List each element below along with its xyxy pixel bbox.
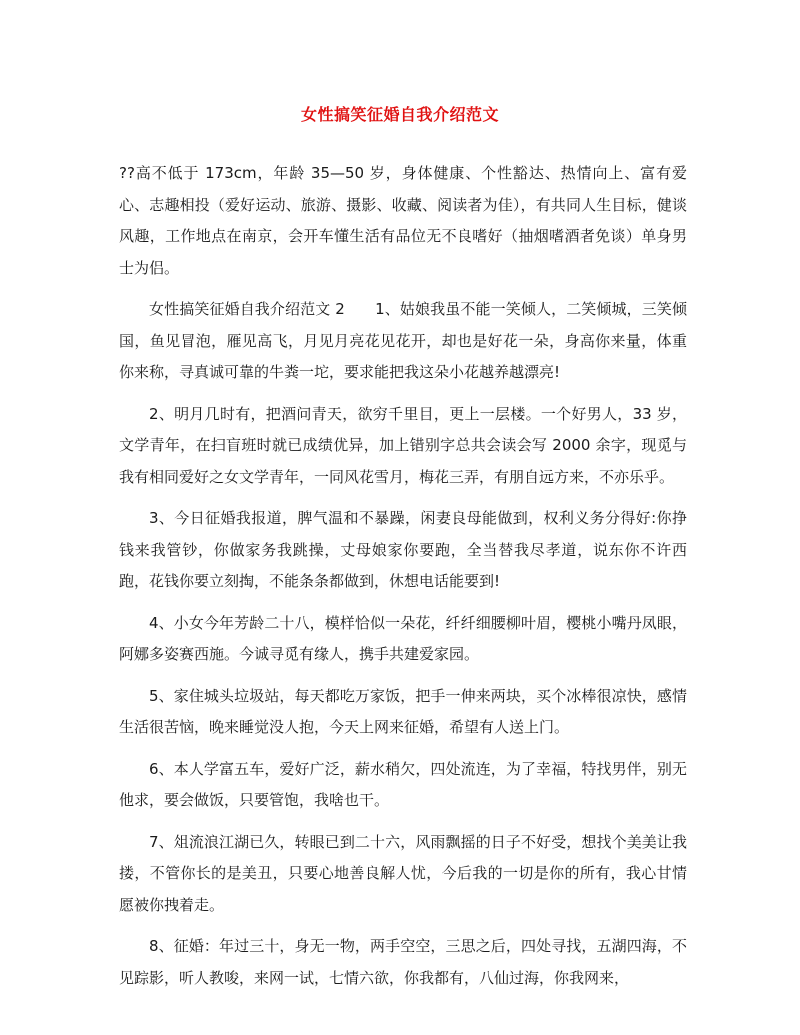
paragraph-9: 8、征婚：年过三十，身无一物，两手空空，三思之后，四处寻找，五湖四海，不见踪影，听人教唆，来网一试，七情六欲，你我都有，八仙过海，你我网来， [119, 937, 687, 987]
paragraph-1: ??高不低于 173cm，年龄 35—50 岁，身体健康、个性豁达、热情向上、富有爱心、志趣相投（爱好运动、旅游、摄影、收藏、阅读者为佳），有共同人生目标，健谈风趣，工作地点在南京，会开车懂生活有品位无不良嗜好（抽烟嗜酒者免谈）单身男士为侣。 [119, 164, 687, 277]
paragraph-8: 7、俎流浪江湖已久，转眼已到二十六，风雨飘摇的日子不好受，想找个美美让我搂，不管你长的是美丑，只要心地善良解人忧，今后我的一切是你的所有，我心甘情愿被你拽着走。 [119, 832, 687, 914]
paragraph-4: 3、今日征婚我报道，脾气温和不暴躁，闲妻良母能做到，权利义务分得好:你挣钱来我管钞，你做家务我跳操，丈母娘家你要跑，全当替我尽孝道，说东你不许西跑，花钱你要立刻掏，不能条条都做到，休想电话能要到! [119, 509, 687, 590]
paragraph-7: 6、本人学富五车，爱好广泛，薪水稍欠，四处流连，为了幸福，特找男伴，别无他求，要会做饭，只要管饱，我啥也干。 [119, 759, 687, 809]
paragraph-3: 2、明月几时有，把酒问青天，欲穷千里目，更上一层楼。一个好男人，33 岁，文学青年，在扫盲班时就已成绩优异，加上错别字总共会读会写 2000 余字，现觅与我有相同爱好之女文学青年，一同风花雪月，梅花三弄，有朋自远方来，不亦乐乎。 [119, 404, 687, 486]
document-body [119, 158, 687, 1004]
paragraph-2: 女性搞笑征婚自我介绍范文 2 1、姑娘我虽不能一笑倾人，二笑倾城，三笑倾国，鱼见冒泡，雁见高飞，月见月亮花见花开，却也是好花一朵，身高你来量，体重你来称，寻真诚可靠的牛粪一坨，要求能把我这朵小花越养越漂亮! [119, 300, 687, 381]
paragraph-6: 5、家住城头垃圾站，每天都吃万家饭，把手一伸来两块，买个冰棒很凉快，感情生活很苦恼，晚来睡觉没人抱，今天上网来征婚，希望有人送上门。 [119, 686, 687, 736]
document-title: 女性搞笑征婚自我介绍范文 [300, 105, 499, 124]
paragraph-5: 4、小女今年芳龄二十八，模样恰似一朵花，纤纤细腰柳叶眉，樱桃小嘴丹凤眼，阿娜多姿赛西施。今诚寻觅有缘人，携手共建爱家园。 [119, 613, 687, 663]
